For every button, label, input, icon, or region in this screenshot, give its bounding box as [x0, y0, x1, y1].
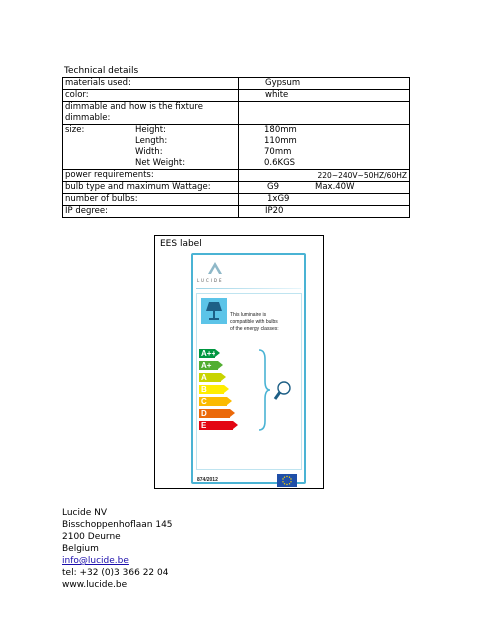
energy-class-bar: D [199, 409, 230, 418]
table-row [63, 102, 410, 125]
weight-label: Net Weight: [135, 158, 186, 168]
weight-value: 0.6KGS [264, 158, 296, 168]
bulb-type: G9 [267, 182, 279, 192]
bulb-value-cell [239, 182, 410, 194]
technical-details-table [62, 77, 410, 218]
color-label: color: [63, 90, 239, 102]
energy-class-bar: E [199, 421, 233, 430]
dimmable-value [239, 102, 410, 125]
size-label: size: [65, 125, 85, 135]
energy-class-bar: C [199, 397, 227, 406]
dimmable-label-line-2: dimmable: [65, 113, 111, 123]
table-row [63, 78, 410, 90]
compat-text-3: of the energy classes: [230, 326, 279, 332]
energy-class-bar: A [199, 373, 221, 382]
street-address: Bisschoppenhoflaan 145 [62, 520, 173, 530]
height-value: 180mm [264, 125, 297, 135]
compat-text-1: This luminaire is [230, 312, 267, 318]
bulb-icon [272, 380, 292, 402]
regulation-number: 874/2012 [197, 477, 218, 483]
divider [196, 288, 301, 289]
length-value: 110mm [264, 136, 297, 146]
company-name: Lucide NV [62, 508, 108, 518]
width-label: Width: [135, 147, 163, 157]
table-row [63, 206, 410, 218]
bulb-label: bulb type and maximum Wattage: [63, 182, 239, 194]
email-link[interactable]: info@lucide.be [62, 556, 129, 566]
divider [196, 469, 301, 470]
telephone: tel: +32 (0)3 366 22 04 [62, 568, 169, 578]
power-value: 220~240V~50HZ/60HZ [239, 170, 410, 182]
size-cell [63, 125, 239, 170]
lamp-icon [201, 298, 227, 324]
country: Belgium [62, 544, 99, 554]
table-row [63, 194, 410, 206]
ees-label-title: EES label [160, 239, 202, 249]
energy-label-card [191, 253, 306, 484]
city-address: 2100 Deurne [62, 532, 121, 542]
energy-class-bar: B [199, 385, 224, 394]
length-label: Length: [135, 136, 168, 146]
compat-text-2: compatible with bulbs [230, 319, 278, 325]
width-value: 70mm [264, 147, 292, 157]
num-bulbs-value: 1xG9 [239, 194, 410, 206]
dimmable-label [63, 102, 239, 125]
materials-value: Gypsum [239, 78, 410, 90]
num-bulbs-label: number of bulbs: [63, 194, 239, 206]
size-values-cell [239, 125, 410, 170]
color-value: white [239, 90, 410, 102]
technical-details-title: Technical details [64, 66, 139, 76]
table-row [63, 170, 410, 182]
website: www.lucide.be [62, 580, 128, 590]
energy-class-bar: A++ [201, 349, 217, 358]
power-label: power requirements: [63, 170, 239, 182]
bulb-wattage: Max.40W [315, 182, 355, 192]
table-row [63, 125, 410, 170]
ip-label: IP degree: [63, 206, 239, 218]
email-link-wrap [62, 555, 129, 567]
table-row [63, 90, 410, 102]
brand-wordmark: LUCIDE [197, 278, 224, 283]
energy-class-bar: A+ [199, 361, 218, 370]
table-row [63, 182, 410, 194]
energy-classes-panel [196, 293, 302, 470]
materials-label: materials used: [63, 78, 239, 90]
ip-value: IP20 [239, 206, 410, 218]
dimmable-label-line-1: dimmable and how is the fixture [65, 102, 203, 112]
eu-flag-icon [277, 474, 297, 487]
height-label: Height: [135, 125, 166, 135]
ees-label-frame [154, 235, 324, 489]
lucide-logo-icon [206, 261, 224, 275]
